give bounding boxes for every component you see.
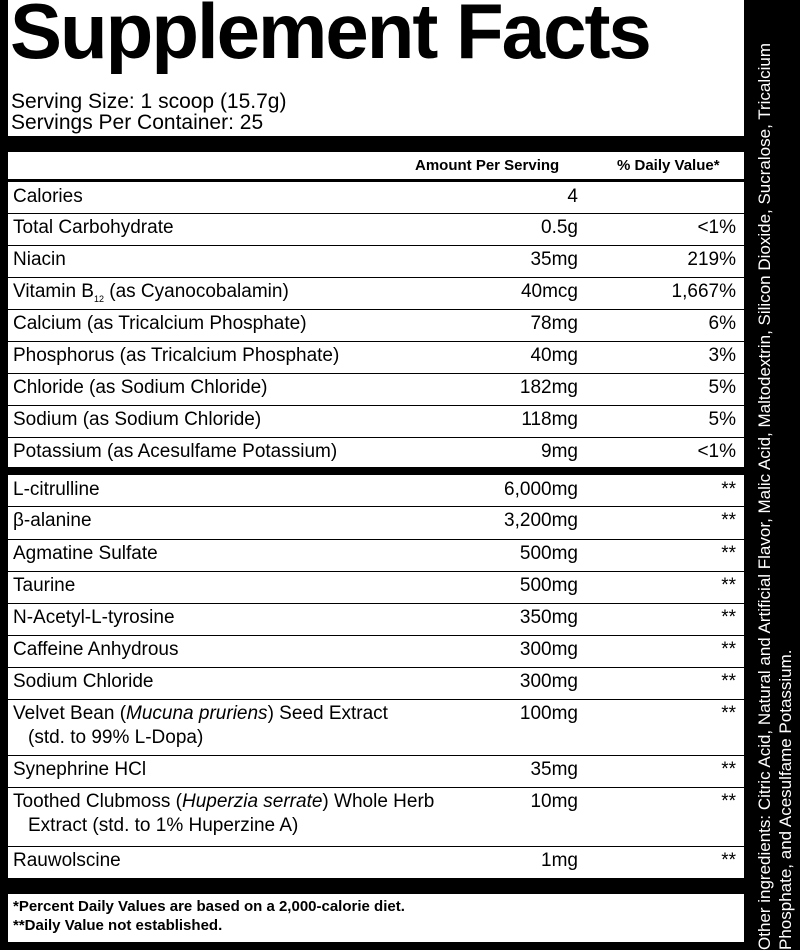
table-row: [8, 700, 744, 755]
table-row: [8, 374, 744, 405]
ingredient-name: N-Acetyl-L-tyrosine: [13, 607, 175, 628]
name-part: Vitamin B: [13, 281, 94, 302]
table-row: [8, 604, 744, 635]
dv-header: % Daily Value*: [617, 157, 720, 174]
ingredient-dv: **: [721, 479, 736, 500]
ingredient-amount: 3,200mg: [504, 510, 578, 531]
name-part: ) Seed Extract: [267, 703, 388, 724]
section-divider: [8, 467, 744, 475]
latin-name: Mucuna pruriens: [126, 703, 268, 724]
ingredient-amount: 500mg: [519, 575, 578, 596]
ingredient-amount: 500mg: [519, 543, 578, 564]
ingredient-name: Agmatine Sulfate: [13, 543, 158, 564]
ingredient-dv: **: [721, 850, 736, 871]
table-row: [8, 668, 744, 699]
subscript: 12: [93, 293, 104, 304]
servings-per-container: Servings Per Container: 25: [11, 111, 264, 134]
ingredient-name: Sodium Chloride: [13, 671, 154, 692]
ingredient-name: Synephrine HCl: [13, 759, 147, 780]
nutrient-name: Sodium (as Sodium Chloride): [13, 409, 262, 430]
table-row: [8, 438, 744, 466]
ingredient-amount: 10mg: [530, 791, 578, 812]
ingredient-amount: 1mg: [541, 850, 578, 871]
name-part: Velvet Bean (: [13, 703, 127, 724]
ingredient-dv: **: [721, 791, 736, 812]
nutrient-dv: 6%: [708, 313, 736, 334]
ingredient-amount: 100mg: [519, 703, 578, 724]
nutrient-amount: 40mcg: [520, 281, 578, 302]
ingredient-name: Taurine: [13, 575, 76, 596]
nutrient-name: Calories: [13, 186, 83, 207]
nutrient-amount: 78mg: [530, 313, 578, 334]
nutrient-dv: 1,667%: [671, 281, 736, 302]
nutrient-name: Total Carbohydrate: [13, 217, 174, 238]
nutrient-name: [13, 281, 289, 304]
footnote-not-established: **Daily Value not established.: [13, 917, 223, 934]
name-part: ) Whole Herb: [322, 791, 435, 812]
nutrient-dv: <1%: [697, 217, 736, 238]
table-row: [8, 788, 744, 846]
table-row: [8, 214, 744, 245]
name-part: (as Cyanocobalamin): [103, 281, 289, 302]
ingredient-standardization: Extract (std. to 1% Huperzine A): [28, 815, 299, 836]
nutrient-amount: 0.5g: [541, 217, 578, 238]
nutrient-dv: 5%: [708, 409, 736, 430]
table-row: [8, 636, 744, 667]
table-row: [8, 756, 744, 787]
ingredient-dv: **: [721, 575, 736, 596]
table-row: [8, 507, 744, 539]
name-part: Toothed Clubmoss (: [13, 791, 182, 812]
panel-title: Supplement Facts: [10, 0, 650, 75]
ingredient-dv: **: [721, 671, 736, 692]
table-row: [8, 540, 744, 571]
nutrient-dv: 3%: [708, 345, 736, 366]
nutrient-amount: 4: [567, 186, 578, 207]
ingredient-name: Caffeine Anhydrous: [13, 639, 179, 660]
latin-name: Huperzia serrate: [181, 791, 323, 812]
table-row: [8, 310, 744, 341]
nutrient-dv: 5%: [708, 377, 736, 398]
ingredient-amount: 300mg: [519, 671, 578, 692]
table-row: [8, 406, 744, 437]
thick-divider: [8, 136, 744, 152]
table-row: [8, 246, 744, 277]
table-row: [8, 476, 744, 506]
other-ingredients: Other ingredients: Citric Acid, Natural and Artificial Flavor, Malic Acid, Maltodextrin, Silicon Dioxide, Sucralose, Tricalcium Phosphate, and Acesulfame Potassium.: [755, 42, 795, 950]
nutrient-name: Niacin: [13, 249, 66, 270]
ingredient-dv: **: [721, 543, 736, 564]
table-row: [8, 278, 744, 309]
header-divider: [8, 179, 744, 182]
nutrient-name: Chloride (as Sodium Chloride): [13, 377, 268, 398]
nutrient-amount: 9mg: [541, 441, 578, 462]
ingredient-amount: 300mg: [519, 639, 578, 660]
ingredient-amount: 6,000mg: [504, 479, 578, 500]
table-row: [8, 847, 744, 877]
ingredient-name: L-citrulline: [13, 479, 100, 500]
nutrient-amount: 40mg: [530, 345, 578, 366]
ingredient-name: Rauwolscine: [13, 850, 121, 871]
ingredient-dv: **: [721, 759, 736, 780]
serving-size: Serving Size: 1 scoop (15.7g): [11, 90, 287, 113]
table-row: [8, 572, 744, 603]
ingredient-standardization: (std. to 99% L-Dopa): [28, 727, 204, 748]
ingredient-amount: 350mg: [519, 607, 578, 628]
nutrient-dv: 219%: [687, 249, 736, 270]
supplement-facts-panel: [8, 0, 744, 942]
table-row: [8, 183, 744, 213]
nutrient-name: Calcium (as Tricalcium Phosphate): [13, 313, 307, 334]
ingredient-name: [13, 703, 388, 725]
nutrient-amount: 35mg: [530, 249, 578, 270]
ingredient-name: [13, 791, 434, 813]
ingredient-dv: **: [721, 703, 736, 724]
nutrient-amount: 182mg: [519, 377, 578, 398]
ingredient-name: β-alanine: [13, 510, 92, 531]
ingredient-dv: **: [721, 510, 736, 531]
nutrient-name: Potassium (as Acesulfame Potassium): [13, 441, 338, 462]
footnote-percent: *Percent Daily Values are based on a 2,000-calorie diet.: [13, 898, 405, 915]
amount-header: Amount Per Serving: [415, 157, 560, 174]
ingredient-dv: **: [721, 639, 736, 660]
thick-divider: [8, 878, 744, 894]
nutrient-name: Phosphorus (as Tricalcium Phosphate): [13, 345, 340, 366]
nutrient-dv: <1%: [697, 441, 736, 462]
ingredient-amount: 35mg: [530, 759, 578, 780]
ingredient-dv: **: [721, 607, 736, 628]
table-row: [8, 342, 744, 373]
nutrient-amount: 118mg: [521, 409, 578, 430]
